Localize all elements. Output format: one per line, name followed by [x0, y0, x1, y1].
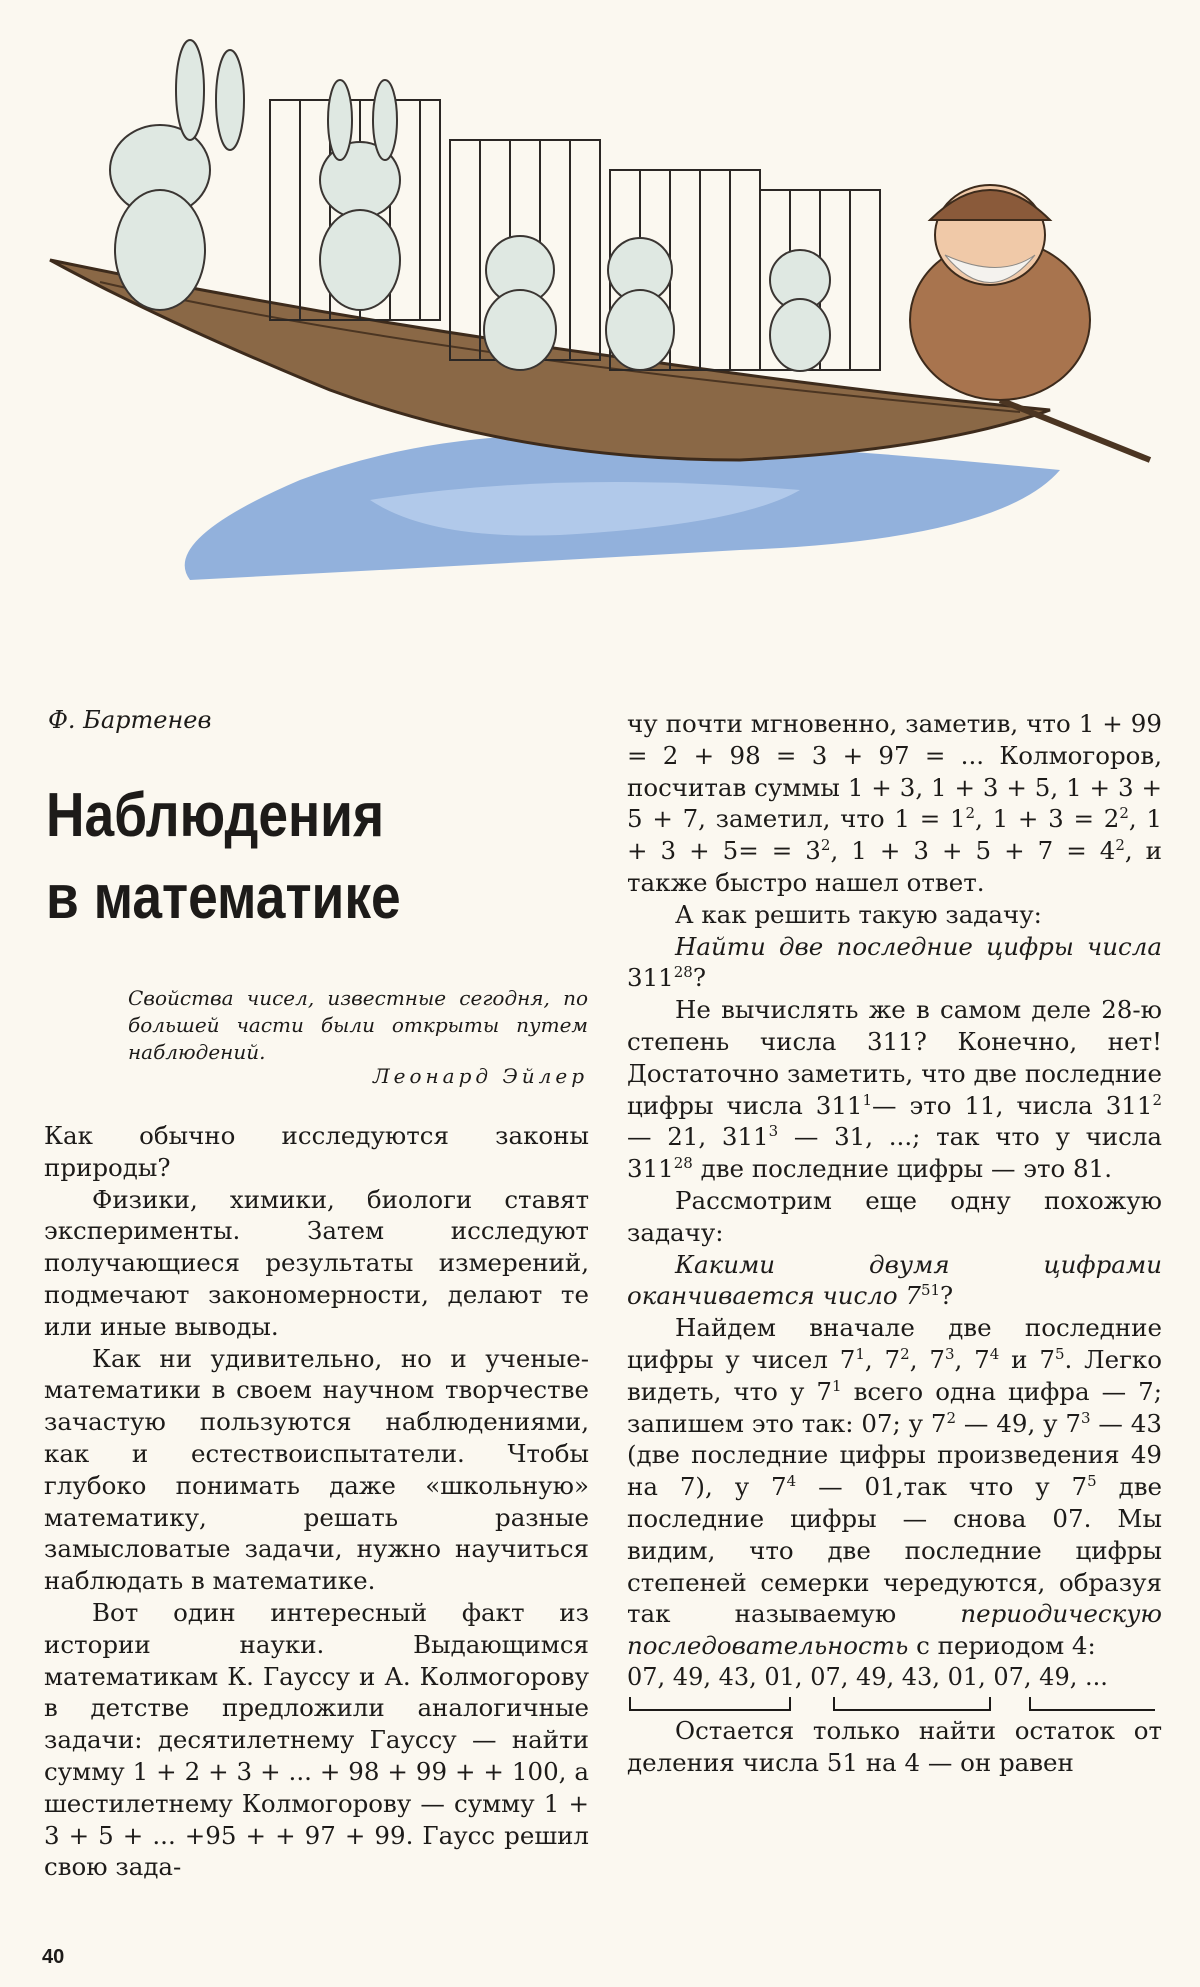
epigraph-quote: Свойства чисел, известные сегодня, по большей части были открыты путем наблюдений.: [128, 986, 588, 1064]
paragraph: [627, 708, 1162, 899]
epigraph-author: Леонард Эйлер: [372, 1064, 588, 1088]
paragraph: А как решить такую задачу:: [675, 899, 1042, 929]
period-brackets: [627, 1693, 1162, 1715]
number: 311: [627, 963, 674, 993]
text-segment: и 7: [999, 1344, 1055, 1374]
exponent: 2: [965, 804, 976, 823]
exponent: 2: [946, 1408, 957, 1427]
periodic-sequence: [627, 1662, 1162, 1715]
exponent: 3: [1081, 1408, 1091, 1427]
text-segment: , 7: [864, 1344, 901, 1374]
page-number: 40: [42, 1946, 65, 1968]
title-line-2: в математике: [46, 863, 401, 932]
paragraph: [627, 1312, 1162, 1662]
illustration-boat-with-hares: [40, 20, 1170, 620]
problem-statement: [627, 931, 1162, 995]
exponent: 2: [900, 1344, 910, 1363]
left-column: [44, 1120, 589, 1883]
text-segment: , 7: [954, 1344, 990, 1374]
text-segment: , 1 + 3 + 5= = 3: [627, 804, 1162, 866]
exponent: 2: [1152, 1090, 1162, 1109]
text-segment: Найти две последние цифры числа: [675, 931, 1162, 961]
sequence-text: 07, 49, 43, 01, 07, 49, 43, 01, 07, 49, ...: [627, 1662, 1108, 1691]
period-bracket: [629, 1697, 791, 1711]
article-author: Ф. Бартенев: [48, 706, 212, 734]
exponent: 5: [1054, 1344, 1065, 1363]
text-segment: чу почти мгновенно, заметив, что 1 + 99 = 2 + 98 = 3 + 97 = ... Колмогоров, посчитав суммы 1 + 3, 1 + 3 + 5, 1 + 3 + 5 + 7, заметил, что 1 = 1: [627, 709, 1162, 834]
text-segment: — 49, у 7: [956, 1408, 1082, 1438]
oar: [1000, 400, 1150, 460]
text-segment: Не вычислять же в самом деле 28-ю степень числа 311? Конечно, нет! Достаточно заметить, что две последние цифры числа 311: [627, 995, 1162, 1120]
text-segment: — 43 (две последние цифры произведения 49 на 7), у 7: [627, 1408, 1162, 1502]
text-segment: всего одна цифра — 7; запишем это так: 07; у 7: [627, 1376, 1162, 1438]
exponent: 51: [920, 1281, 941, 1300]
paragraph: Как обычно исследуются законы природы?: [44, 1121, 589, 1182]
text-segment: — 31, ...; так что у числа 311: [627, 1122, 1162, 1184]
text-segment: , 1 + 3 = 2: [975, 804, 1120, 834]
text-segment: , 7: [909, 1344, 945, 1374]
exponent: 4: [786, 1471, 797, 1490]
text-segment: с периодом 4:: [916, 1631, 1096, 1661]
text-segment: , и также быстро нашел ответ.: [627, 836, 1162, 897]
paragraph: Физики, химики, биологи ставят эксперименты. Затем исследуют получающиеся результаты измерений, подмечают закономерности, делают те или иные выводы.: [44, 1184, 589, 1341]
title-line-1: Наблюдения: [46, 781, 385, 850]
exponent: 3: [944, 1344, 955, 1363]
period-bracket: [1029, 1697, 1155, 1711]
paragraph: Как ни удивительно, но и ученые-математики в своем научном творчестве зачастую пользуются наблюдениями, как и естествоиспытатели. Чтобы глубоко понимать даже «школьную» математику, решать разные замысловатые задачи, нужно научиться наблюдать в математике.: [44, 1343, 589, 1596]
article-title: [46, 775, 401, 939]
text-segment: ?: [940, 1281, 954, 1311]
text-segment: две последние цифры — снова 07. Мы видим, что две последние цифры степеней семерки чередуются, образуя так называемую: [627, 1472, 1162, 1629]
exponent: 5: [1087, 1471, 1097, 1490]
paragraph: Рассмотрим еще одну похожую задачу:: [627, 1185, 1162, 1247]
exponent: 1: [862, 1090, 873, 1109]
italic-term: периодическую последовательность: [627, 1599, 1162, 1661]
text-segment: Найдем вначале две последние цифры у чисел 7: [627, 1313, 1162, 1374]
text-segment: , 1 + 3 + 5 + 7 = 4: [830, 836, 1116, 866]
text-segment: — 01,так что у 7: [796, 1472, 1088, 1502]
exponent: 3: [768, 1122, 779, 1141]
problem-statement: [627, 1249, 1162, 1313]
exponent: 2: [1115, 836, 1125, 855]
exponent: 1: [855, 1344, 865, 1363]
exponent: 2: [1119, 804, 1129, 823]
text-segment: — это 11, числа 311: [872, 1090, 1153, 1120]
text-segment: две последние цифры — это 81.: [692, 1154, 1113, 1184]
exponent: 4: [989, 1344, 1000, 1363]
paragraph: Вот один интересный факт из истории науки. Выдающимся математикам К. Гауссу и А. Колмогорову в детстве предложили аналогичные задачи: десятилетнему Гауссу — найти сумму 1 + 2 + 3 + ... + 98 + 99 + + 100, а шестилетнему Колмогорову — сумму 1 + 3 + 5 + ... +95 + + 97 + 99. Гаусс решил свою зада-: [44, 1597, 589, 1882]
old-man-rower: [910, 185, 1090, 400]
text-segment: ?: [692, 963, 706, 993]
period-bracket: [833, 1697, 991, 1711]
text-segment: . Легко видеть, что у 7: [627, 1344, 1162, 1406]
paragraph: Остается только найти остаток от деления числа 51 на 4 — он равен: [627, 1715, 1162, 1777]
exponent: 2: [820, 836, 831, 855]
exponent: 1: [832, 1376, 842, 1395]
paragraph: [627, 994, 1162, 1185]
text-segment: — 21, 311: [627, 1122, 769, 1152]
right-column: [627, 708, 1162, 1779]
text-segment: Какими двумя цифрами оканчивается число 7: [627, 1249, 1162, 1311]
exponent: 28: [673, 1154, 693, 1172]
exponent: 28: [673, 963, 693, 982]
